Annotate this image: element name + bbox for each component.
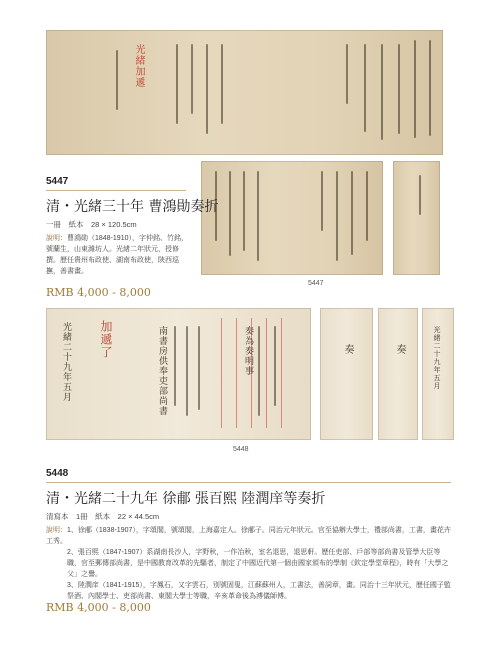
manuscript-date-text: 光緒二十九年五月 xyxy=(433,326,441,390)
lot-price: RMB 4,000 - 8,000 xyxy=(46,286,151,299)
note-text: 3、陸潤庠（1841-1915），字鳳石，又字雲石，別號固叟，江蘇蘇州人，工書法，善詞章，畫。同治十三年狀元，歷任國子監祭酒、內閣學士、吏部尚書、東閣大學士等職，辛亥革命後為溥儀師傅。 xyxy=(67,582,451,600)
manuscript-red-annotation: 加遞了 xyxy=(99,320,113,359)
divider xyxy=(46,190,186,191)
lot-meta: 一冊 紙本 28 × 120.5cm xyxy=(46,220,137,229)
note-item-3 xyxy=(46,580,451,602)
manuscript-image-5448-seal-1 xyxy=(320,308,373,440)
note-text: 曹鴻勛（1848-1910），字仲銘、竹銘，號蘭生，山東濰坊人。光緒二年狀元，授修撰。歷任貴州布政使、湖南布政使，陝西巡撫，善書畫。 xyxy=(46,235,188,275)
manuscript-image-5447-second xyxy=(201,161,383,275)
note-text: 2、張百熙（1847-1907）系湖南長沙人，字野秋，一作冶秋，室名退思，退思軒。歷任吏部、戶部等部尚書及管學大臣等職，官至郵傳部尚書，是中國教育改革的先驅者，制定了中國近代第一個由國家頒布的學制《欽定學堂章程》，時有「大學之父」之譽。 xyxy=(67,549,449,578)
seal-character: 奏 xyxy=(342,344,353,355)
note-item-2 xyxy=(46,547,451,580)
note-label: 說明： xyxy=(46,527,67,534)
lot-number: 5447 xyxy=(46,176,69,187)
manuscript-image-5447-main xyxy=(46,30,443,155)
image-caption: 5447 xyxy=(308,280,324,287)
manuscript-image-5448-seal-2 xyxy=(378,308,418,440)
manuscript-image-5447-third xyxy=(393,161,440,275)
manuscript-image-5448-cover xyxy=(422,308,454,440)
lot-meta: 清寫本 1冊 紙本 22 × 44.5cm xyxy=(46,512,160,521)
note-item-1 xyxy=(46,525,451,547)
lot-note xyxy=(46,233,191,277)
image-caption: 5448 xyxy=(233,446,249,453)
divider xyxy=(46,482,451,483)
seal-character: 奏 xyxy=(394,344,405,355)
manuscript-date-text: 光緒二十九年五月 xyxy=(61,322,71,402)
lot-number: 5448 xyxy=(46,468,69,479)
lot-note xyxy=(46,525,451,602)
lot-title: 清・光緒二十九年 徐郙 張百熙 陸潤庠等奏折 xyxy=(46,491,326,507)
lot-title: 清・光緒三十年 曹鴻勛奏折 xyxy=(46,199,219,215)
manuscript-image-5448-main xyxy=(46,308,311,440)
manuscript-body-text-2: 奏為奏明事 xyxy=(243,326,253,376)
lot-price: RMB 4,000 - 8,000 xyxy=(46,601,151,614)
note-label: 說明： xyxy=(46,235,67,242)
manuscript-body-text: 南書房供奉吏部尚書 xyxy=(157,326,167,416)
note-text: 1、徐郙（1838-1907），字頌閣，號頌閣，上海嘉定人。徐郙子。同治元年狀元。官至協辦大學士，禮部尚書，工書，畫花卉工秀。 xyxy=(46,527,451,545)
manuscript-red-annotation: 光緒加遞 xyxy=(133,44,144,88)
